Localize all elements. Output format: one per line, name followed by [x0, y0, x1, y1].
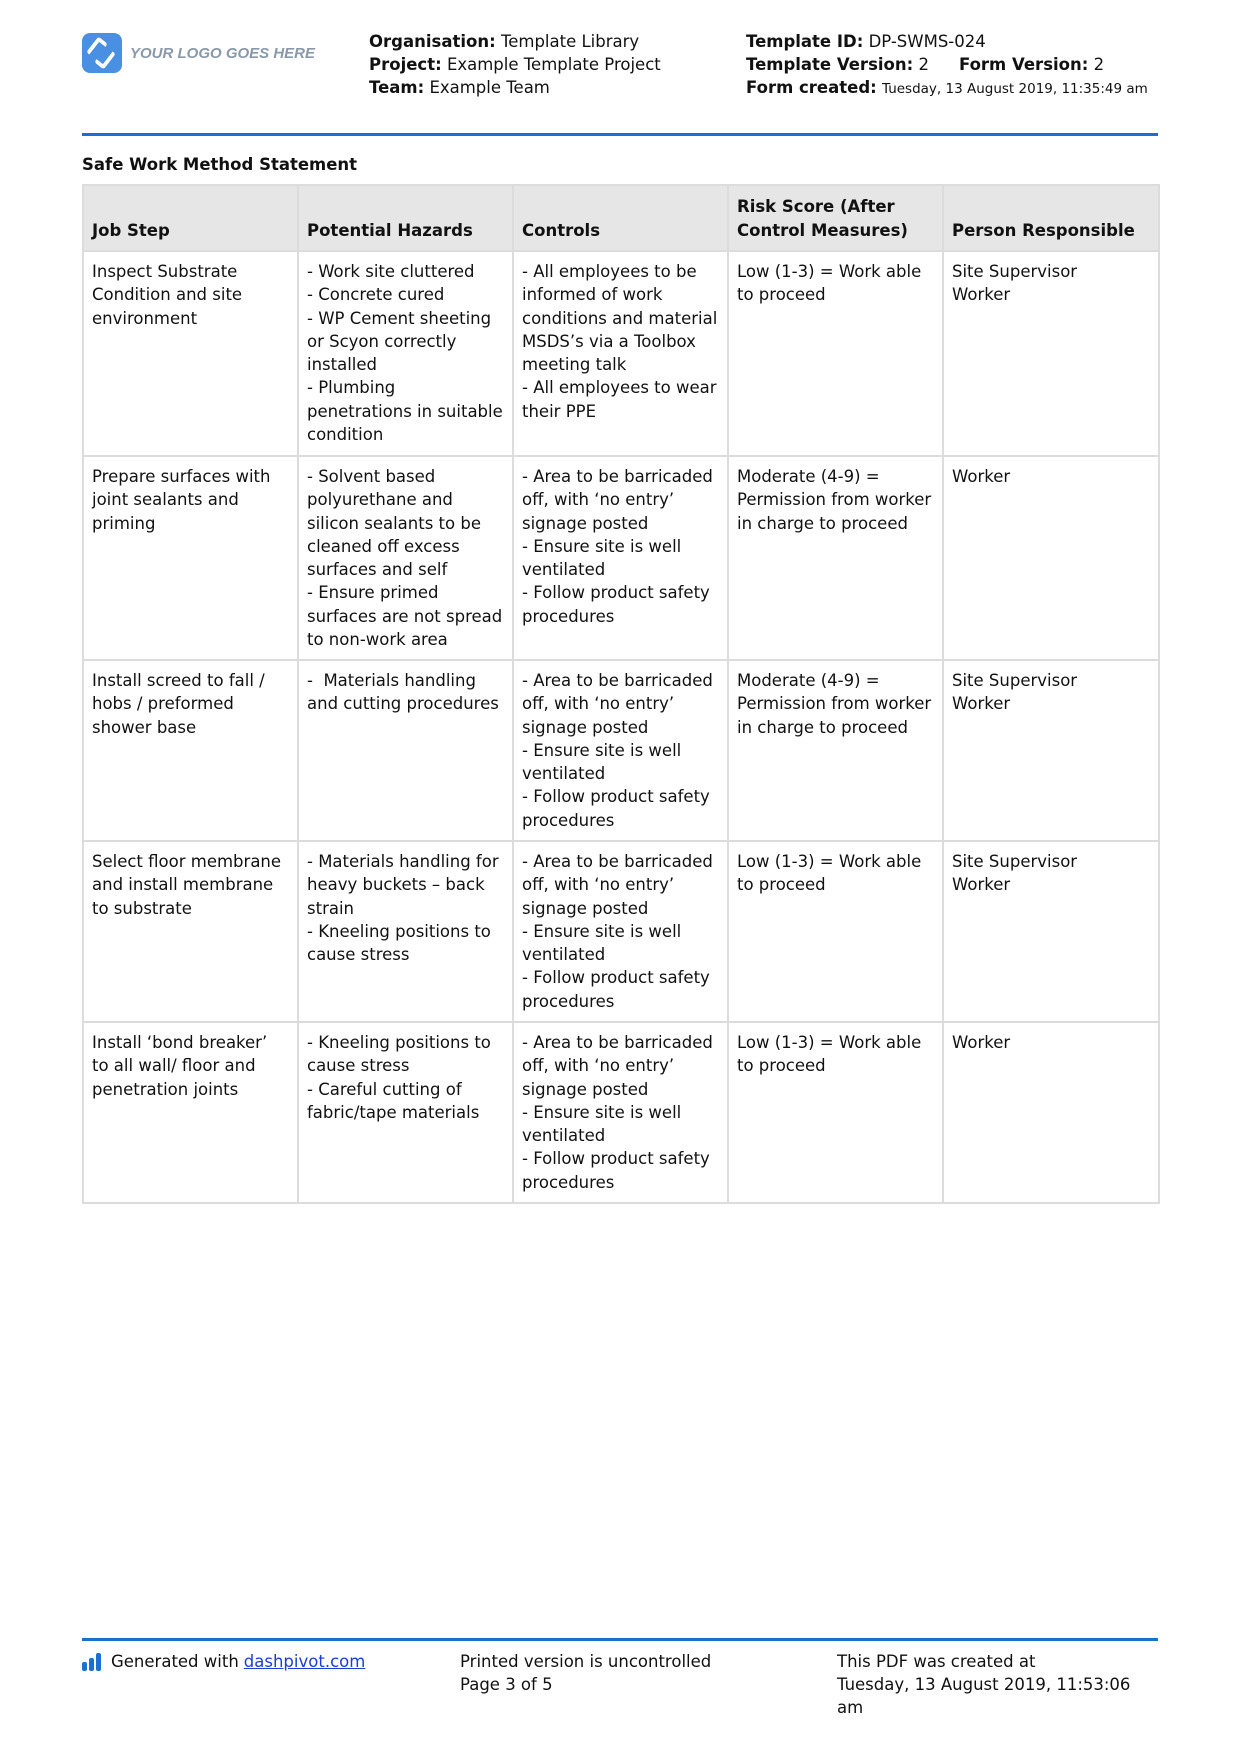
hazards-cell — [298, 1022, 513, 1203]
controls-cell — [513, 251, 728, 456]
hazards-cell — [298, 456, 513, 660]
control-item: - All employees to be informed of work conditions and material MSDS’s via a Toolbox meeting talk — [522, 262, 723, 375]
job-step-cell: Inspect Substrate Condition and site environment — [83, 251, 298, 456]
pdf-created-date: Tuesday, 13 August 2019, 11:53:06 am — [837, 1675, 1131, 1717]
column-header-controls: Controls — [513, 185, 728, 251]
swms-table — [82, 184, 1160, 1204]
form-created-value: Tuesday, 13 August 2019, 11:35:49 am — [882, 81, 1148, 97]
column-header-risk-score: Risk Score (After Control Measures) — [728, 185, 943, 251]
hazard-item: - Solvent based polyurethane and silicon sealants to be cleaned off excess surfaces and self — [307, 467, 487, 580]
control-item: - Area to be barricaded off, with ‘no entry’ signage posted — [522, 671, 719, 737]
table-row — [83, 841, 1159, 1022]
controls-cell — [513, 841, 728, 1022]
header-org-info — [369, 30, 729, 99]
hazard-item: - Work site cluttered — [307, 262, 475, 281]
template-version-value: 2 — [918, 55, 929, 74]
template-version-label: Template Version: — [746, 55, 914, 74]
form-version-label: Form Version: — [958, 55, 1089, 74]
table-row — [83, 660, 1159, 841]
person-item: Worker — [952, 1033, 1011, 1052]
logo-text: YOUR LOGO GOES HERE — [130, 44, 316, 62]
job-step-cell: Prepare surfaces with joint sealants and priming — [83, 456, 298, 660]
control-item: - Follow product safety procedures — [522, 787, 716, 830]
control-item: - Ensure site is well ventilated — [522, 1102, 687, 1146]
person-cell — [943, 660, 1159, 841]
person-item: Worker — [952, 875, 1011, 895]
dashpivot-icon — [82, 1653, 103, 1671]
control-item: - Area to be barricaded off, with ‘no entry’ signage posted — [522, 1033, 719, 1099]
template-id-value: DP-SWMS-024 — [868, 32, 986, 51]
footer-generated — [82, 1650, 365, 1673]
person-item: Worker — [952, 285, 1011, 305]
project-label: Project: — [369, 55, 442, 74]
risk-score-cell: Low (1-3) = Work able to proceed — [728, 251, 943, 456]
template-id-label: Template ID: — [746, 32, 864, 51]
hazard-item: - Materials handling for heavy buckets – back strain — [307, 852, 504, 918]
page-number: Page 3 of 5 — [460, 1675, 553, 1694]
column-header-hazards: Potential Hazards — [298, 185, 513, 251]
control-item: - Ensure site is well ventilated — [522, 536, 687, 580]
control-item: - Ensure site is well ventilated — [522, 921, 687, 965]
form-created-label: Form created: — [746, 78, 877, 97]
footer-divider — [82, 1638, 1158, 1641]
controls-cell — [513, 660, 728, 841]
dashpivot-link[interactable]: dashpivot.com — [243, 1652, 366, 1671]
team-value: Example Team — [429, 78, 550, 97]
person-cell — [943, 456, 1159, 660]
generated-text: Generated with — [111, 1652, 239, 1671]
table-row — [83, 456, 1159, 660]
organisation-value: Template Library — [500, 32, 640, 51]
person-item: Site Supervisor — [952, 671, 1078, 690]
pdf-created-label: This PDF was created at — [837, 1652, 1036, 1671]
hazards-cell — [298, 841, 513, 1022]
control-item: - Follow product safety procedures — [522, 1149, 716, 1192]
hazards-cell — [298, 660, 513, 841]
company-logo — [82, 33, 315, 73]
hazard-item: - Materials handling and cutting procedures — [307, 671, 499, 714]
person-cell — [943, 841, 1159, 1022]
job-step-cell: Install ‘bond breaker’ to all wall/ floor and penetration joints — [83, 1022, 298, 1203]
page-header — [82, 28, 1158, 134]
person-cell — [943, 251, 1159, 456]
team-label: Team: — [369, 78, 425, 97]
footer-page-info — [460, 1650, 711, 1696]
risk-score-cell: Low (1-3) = Work able to proceed — [728, 1022, 943, 1203]
table-header-row — [83, 185, 1159, 251]
person-cell — [943, 1022, 1159, 1203]
header-template-info — [746, 30, 1166, 101]
hazard-item: - Kneeling positions to cause stress — [307, 921, 497, 965]
page-footer — [82, 1650, 1158, 1720]
form-version-value: 2 — [1093, 55, 1105, 74]
uncontrolled-notice: Printed version is uncontrolled — [460, 1652, 712, 1671]
control-item: - Follow product safety procedures — [522, 968, 716, 1011]
person-item: Worker — [952, 694, 1011, 714]
person-item: Site Supervisor — [952, 852, 1078, 871]
risk-score-cell: Low (1-3) = Work able to proceed — [728, 841, 943, 1022]
table-row — [83, 251, 1159, 456]
section-title: Safe Work Method Statement — [82, 155, 358, 174]
hazard-item: - WP Cement sheeting or Scyon correctly installed — [307, 308, 497, 375]
control-item: - Follow product safety procedures — [522, 583, 716, 626]
job-step-cell: Select floor membrane and install membrane to substrate — [83, 841, 298, 1022]
project-value: Example Template Project — [446, 55, 661, 74]
hazards-cell — [298, 251, 513, 456]
hazard-item: - Kneeling positions to cause stress — [307, 1033, 497, 1076]
organisation-label: Organisation: — [369, 32, 496, 51]
header-divider — [82, 133, 1158, 136]
table-row — [83, 1022, 1159, 1203]
control-item: - All employees to wear their PPE — [522, 378, 722, 421]
column-header-person: Person Responsible — [943, 185, 1159, 251]
column-header-job-step: Job Step — [83, 185, 298, 251]
risk-score-cell: Moderate (4-9) = Permission from worker in charge to proceed — [728, 660, 943, 841]
control-item: - Ensure site is well ventilated — [522, 740, 687, 784]
logo-icon — [82, 33, 122, 73]
controls-cell — [513, 456, 728, 660]
person-item: Site Supervisor — [952, 262, 1078, 281]
risk-score-cell: Moderate (4-9) = Permission from worker in charge to proceed — [728, 456, 943, 660]
hazard-item: - Plumbing penetrations in suitable condition — [307, 378, 509, 445]
job-step-cell: Install screed to fall / hobs / preformed shower base — [83, 660, 298, 841]
hazard-item: - Concrete cured — [307, 285, 445, 305]
person-item: Worker — [952, 467, 1011, 486]
controls-cell — [513, 1022, 728, 1203]
control-item: - Area to be barricaded off, with ‘no entry’ signage posted — [522, 467, 719, 533]
hazard-item: - Ensure primed surfaces are not spread to non-work area — [307, 583, 508, 650]
control-item: - Area to be barricaded off, with ‘no entry’ signage posted — [522, 852, 719, 918]
footer-created — [837, 1650, 1157, 1719]
hazard-item: - Careful cutting of fabric/tape materials — [307, 1079, 480, 1122]
